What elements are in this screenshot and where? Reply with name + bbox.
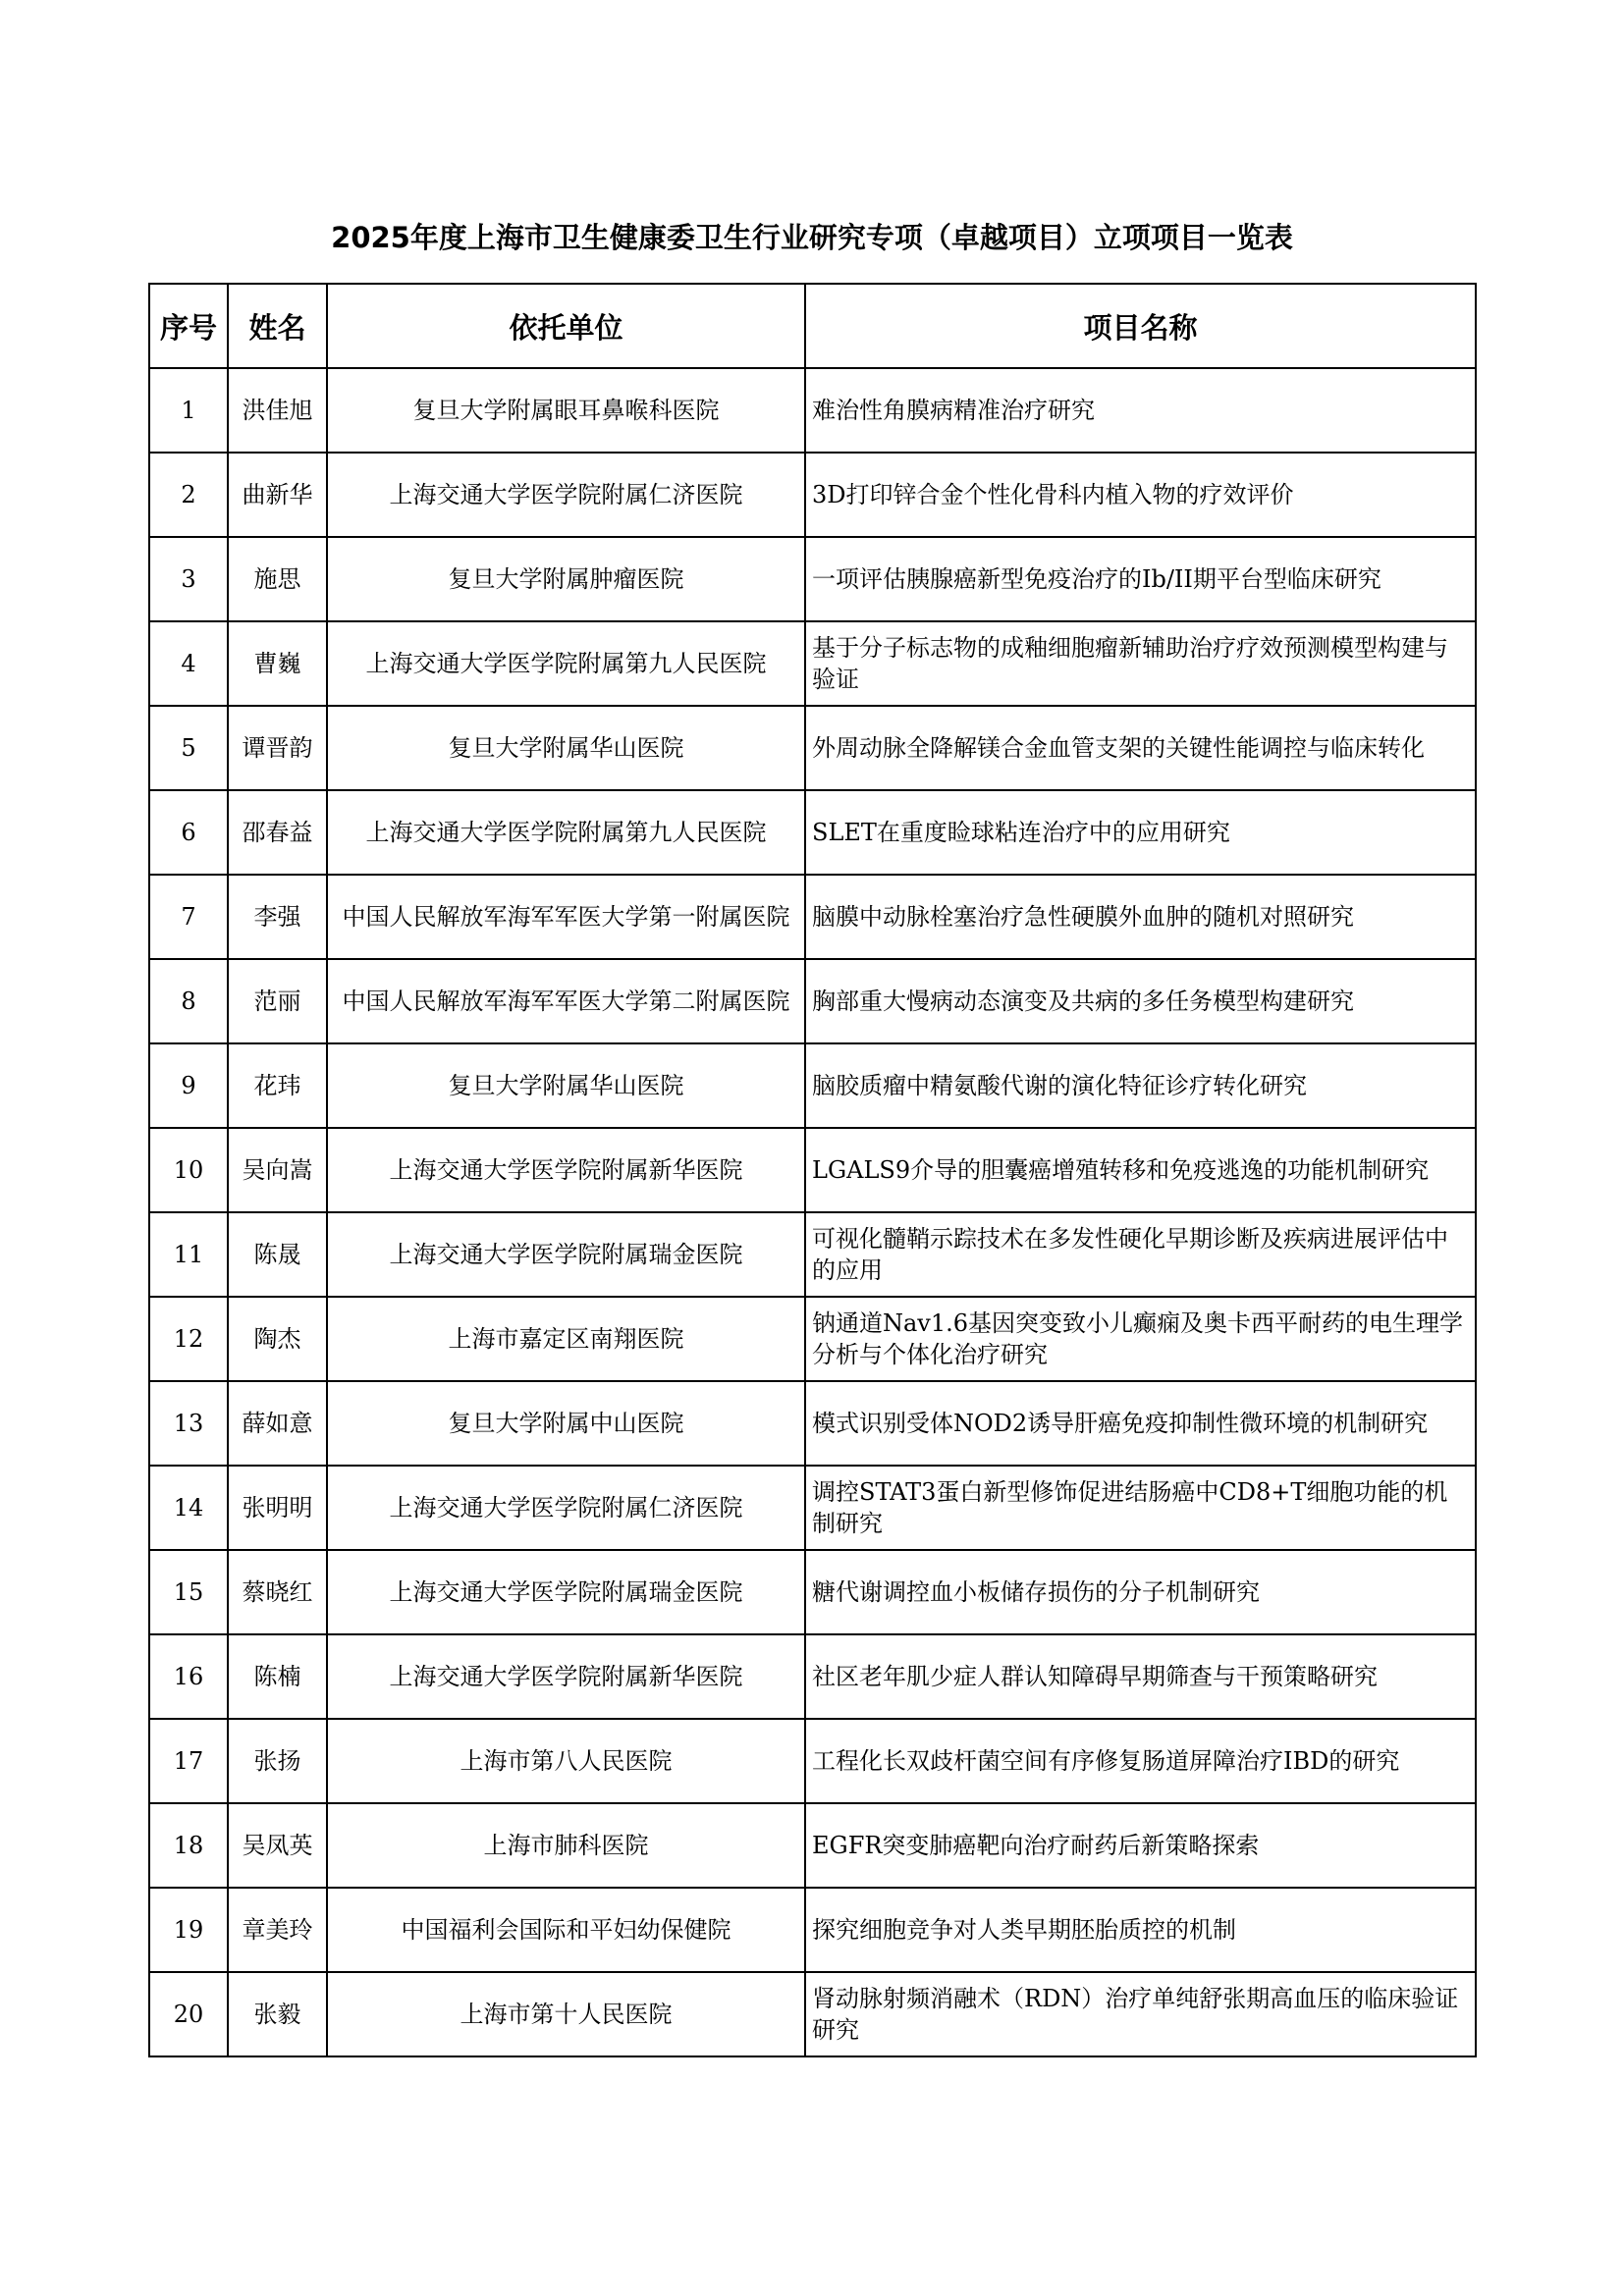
cell-seq-text: 6	[181, 819, 196, 846]
cell-unit	[327, 959, 805, 1043]
cell-name-text: 邵春益	[242, 819, 313, 846]
cell-name-text: 曹巍	[253, 650, 301, 677]
cell-project	[805, 1466, 1476, 1550]
cell-unit	[327, 1972, 805, 2056]
cell-seq-text: 9	[181, 1072, 196, 1099]
table-row	[149, 1381, 1476, 1466]
cell-unit	[327, 875, 805, 959]
cell-project-text: 肾动脉射频消融术（RDN）治疗单纯舒张期高血压的临床验证研究	[812, 1985, 1459, 2044]
cell-unit	[327, 1719, 805, 1803]
table-row	[149, 1043, 1476, 1128]
cell-unit-text: 上海交通大学医学院附属瑞金医院	[389, 1578, 743, 1606]
cell-unit-text: 上海交通大学医学院附属仁济医院	[389, 481, 743, 508]
header-seq: 序号	[149, 284, 228, 368]
cell-unit-text: 复旦大学附属中山医院	[448, 1410, 684, 1437]
cell-name-text: 张明明	[242, 1494, 313, 1522]
cell-name	[228, 1297, 327, 1381]
cell-unit	[327, 1888, 805, 1972]
cell-project	[805, 959, 1476, 1043]
cell-unit-text: 上海交通大学医学院附属第九人民医院	[365, 819, 767, 846]
cell-name-text: 章美玲	[242, 1916, 313, 1944]
cell-unit	[327, 537, 805, 621]
table-row	[149, 621, 1476, 706]
cell-unit	[327, 1128, 805, 1212]
cell-name-text: 薛如意	[242, 1410, 313, 1437]
table-row	[149, 1719, 1476, 1803]
cell-name-text: 张毅	[253, 2001, 301, 2028]
cell-seq-text: 14	[173, 1494, 204, 1522]
cell-project-text: SLET在重度睑球粘连治疗中的应用研究	[812, 819, 1230, 846]
cell-seq-text: 17	[173, 1747, 204, 1775]
cell-project	[805, 706, 1476, 790]
cell-unit-text: 中国福利会国际和平妇幼保健院	[401, 1916, 731, 1944]
cell-name	[228, 453, 327, 537]
cell-name	[228, 1381, 327, 1466]
table-row	[149, 790, 1476, 875]
table-body	[149, 368, 1476, 2056]
cell-unit-text: 中国人民解放军海军军医大学第一附属医院	[342, 903, 790, 931]
cell-name-text: 曲新华	[242, 481, 313, 508]
table-row	[149, 1212, 1476, 1297]
cell-name-text: 陶杰	[253, 1325, 301, 1353]
cell-project	[805, 1381, 1476, 1466]
cell-name	[228, 1128, 327, 1212]
cell-name-text: 陈晟	[253, 1241, 301, 1268]
cell-project-text: 工程化长双歧杆菌空间有序修复肠道屏障治疗IBD的研究	[812, 1747, 1400, 1775]
cell-name-text: 范丽	[253, 988, 301, 1015]
cell-name	[228, 537, 327, 621]
cell-unit-text: 上海交通大学医学院附属新华医院	[389, 1156, 743, 1184]
cell-project-text: 可视化髓鞘示踪技术在多发性硬化早期诊断及疾病进展评估中的应用	[812, 1225, 1448, 1284]
cell-seq	[149, 1719, 228, 1803]
cell-seq-text: 8	[181, 988, 196, 1015]
cell-seq	[149, 1043, 228, 1128]
cell-seq	[149, 537, 228, 621]
table-row	[149, 1466, 1476, 1550]
cell-name-text: 施思	[253, 565, 301, 593]
table-row	[149, 959, 1476, 1043]
cell-unit-text: 上海市肺科医院	[483, 1832, 649, 1859]
cell-unit-text: 上海市嘉定区南翔医院	[448, 1325, 684, 1353]
cell-unit	[327, 1466, 805, 1550]
cell-unit	[327, 1634, 805, 1719]
cell-seq-text: 1	[181, 397, 196, 424]
table-row	[149, 1634, 1476, 1719]
cell-name	[228, 875, 327, 959]
table-row	[149, 1888, 1476, 1972]
cell-name	[228, 621, 327, 706]
cell-seq	[149, 1128, 228, 1212]
cell-seq-text: 11	[173, 1241, 204, 1268]
cell-unit-text: 上海市第八人民医院	[460, 1747, 673, 1775]
cell-name	[228, 1550, 327, 1634]
cell-project	[805, 1888, 1476, 1972]
cell-unit	[327, 1803, 805, 1888]
table-row	[149, 368, 1476, 453]
cell-project	[805, 368, 1476, 453]
table-row	[149, 1972, 1476, 2056]
cell-unit-text: 复旦大学附属眼耳鼻喉科医院	[412, 397, 720, 424]
cell-project-text: LGALS9介导的胆囊癌增殖转移和免疫逃逸的功能机制研究	[812, 1156, 1430, 1184]
cell-seq	[149, 706, 228, 790]
header-project: 项目名称	[805, 284, 1476, 368]
cell-name	[228, 1466, 327, 1550]
table-row	[149, 875, 1476, 959]
cell-name	[228, 1212, 327, 1297]
cell-project-text: 脑膜中动脉栓塞治疗急性硬膜外血肿的随机对照研究	[812, 903, 1354, 931]
cell-project	[805, 453, 1476, 537]
cell-project-text: 难治性角膜病精准治疗研究	[812, 397, 1095, 424]
cell-unit-text: 复旦大学附属华山医院	[448, 1072, 684, 1099]
cell-project-text: 3D打印锌合金个性化骨科内植入物的疗效评价	[812, 481, 1294, 508]
cell-seq-text: 2	[181, 481, 196, 508]
cell-project-text: 社区老年肌少症人群认知障碍早期筛查与干预策略研究	[812, 1663, 1378, 1690]
table-row	[149, 1803, 1476, 1888]
cell-name	[228, 368, 327, 453]
cell-unit	[327, 453, 805, 537]
cell-name-text: 陈楠	[253, 1663, 301, 1690]
cell-project	[805, 621, 1476, 706]
cell-unit-text: 复旦大学附属华山医院	[448, 734, 684, 762]
cell-unit-text: 上海市第十人民医院	[460, 2001, 673, 2028]
cell-unit-text: 上海交通大学医学院附属第九人民医院	[365, 650, 767, 677]
cell-seq-text: 7	[181, 903, 196, 931]
cell-project-text: 外周动脉全降解镁合金血管支架的关键性能调控与临床转化	[812, 734, 1425, 762]
cell-unit-text: 上海交通大学医学院附属仁济医院	[389, 1494, 743, 1522]
cell-seq-text: 18	[173, 1832, 204, 1859]
cell-project	[805, 875, 1476, 959]
cell-project	[805, 1550, 1476, 1634]
cell-seq	[149, 875, 228, 959]
table-row	[149, 706, 1476, 790]
cell-name	[228, 1803, 327, 1888]
cell-project	[805, 790, 1476, 875]
cell-seq	[149, 1550, 228, 1634]
cell-unit	[327, 1550, 805, 1634]
cell-name-text: 谭晋韵	[242, 734, 313, 762]
cell-name-text: 李强	[253, 903, 301, 931]
cell-name	[228, 1634, 327, 1719]
cell-seq-text: 20	[173, 2001, 204, 2028]
cell-seq-text: 4	[181, 650, 196, 677]
cell-seq	[149, 1972, 228, 2056]
cell-seq-text: 5	[181, 734, 196, 762]
cell-seq	[149, 1888, 228, 1972]
cell-seq-text: 13	[173, 1410, 204, 1437]
cell-seq	[149, 790, 228, 875]
cell-seq-text: 19	[173, 1916, 204, 1944]
table-row	[149, 1297, 1476, 1381]
project-list-table	[148, 283, 1477, 2057]
cell-unit	[327, 1212, 805, 1297]
cell-seq-text: 3	[181, 565, 196, 593]
cell-seq	[149, 621, 228, 706]
table-row	[149, 537, 1476, 621]
page-title: 2025年度上海市卫生健康委卫生行业研究专项（卓越项目）立项项目一览表	[331, 221, 1293, 254]
cell-project	[805, 537, 1476, 621]
cell-name	[228, 1888, 327, 1972]
header-name: 姓名	[228, 284, 327, 368]
cell-unit-text: 中国人民解放军海军军医大学第二附属医院	[342, 988, 790, 1015]
cell-name	[228, 1043, 327, 1128]
cell-project-text: 模式识别受体NOD2诱导肝癌免疫抑制性微环境的机制研究	[812, 1410, 1429, 1437]
cell-project-text: EGFR突变肺癌靶向治疗耐药后新策略探索	[812, 1832, 1260, 1859]
cell-unit	[327, 790, 805, 875]
cell-unit	[327, 1297, 805, 1381]
cell-project	[805, 1719, 1476, 1803]
cell-name	[228, 790, 327, 875]
cell-project	[805, 1972, 1476, 2056]
cell-seq	[149, 1803, 228, 1888]
cell-project	[805, 1634, 1476, 1719]
cell-unit-text: 复旦大学附属肿瘤医院	[448, 565, 684, 593]
cell-project	[805, 1803, 1476, 1888]
cell-unit	[327, 1381, 805, 1466]
cell-name-text: 吴凤英	[242, 1832, 313, 1859]
cell-project	[805, 1043, 1476, 1128]
cell-project-text: 一项评估胰腺癌新型免疫治疗的Ib/II期平台型临床研究	[812, 565, 1381, 593]
table-row	[149, 1128, 1476, 1212]
cell-seq	[149, 453, 228, 537]
cell-seq	[149, 368, 228, 453]
cell-project-text: 钠通道Nav1.6基因突变致小儿癫痫及奥卡西平耐药的电生理学分析与个体化治疗研究	[812, 1309, 1464, 1368]
cell-project-text: 基于分子标志物的成釉细胞瘤新辅助治疗疗效预测模型构建与验证	[812, 634, 1448, 693]
cell-name-text: 花玮	[253, 1072, 301, 1099]
cell-seq	[149, 959, 228, 1043]
table-row	[149, 453, 1476, 537]
cell-project	[805, 1128, 1476, 1212]
cell-name-text: 洪佳旭	[242, 397, 313, 424]
cell-name	[228, 1972, 327, 2056]
header-unit: 依托单位	[327, 284, 805, 368]
cell-project	[805, 1212, 1476, 1297]
cell-project-text: 探究细胞竞争对人类早期胚胎质控的机制	[812, 1916, 1236, 1944]
cell-seq-text: 16	[173, 1663, 204, 1690]
cell-seq-text: 12	[173, 1325, 204, 1353]
cell-seq	[149, 1212, 228, 1297]
table-row	[149, 1550, 1476, 1634]
cell-seq	[149, 1634, 228, 1719]
cell-project	[805, 1297, 1476, 1381]
cell-seq-text: 15	[173, 1578, 204, 1606]
cell-name	[228, 706, 327, 790]
cell-name	[228, 1719, 327, 1803]
cell-seq-text: 10	[173, 1156, 204, 1184]
cell-project-text: 调控STAT3蛋白新型修饰促进结肠癌中CD8+T细胞功能的机制研究	[812, 1478, 1448, 1537]
cell-project-text: 胸部重大慢病动态演变及共病的多任务模型构建研究	[812, 988, 1354, 1015]
cell-name-text: 蔡晓红	[242, 1578, 313, 1606]
cell-unit-text: 上海交通大学医学院附属新华医院	[389, 1663, 743, 1690]
cell-seq	[149, 1381, 228, 1466]
cell-project-text: 糖代谢调控血小板储存损伤的分子机制研究	[812, 1578, 1260, 1606]
cell-name-text: 吴向嵩	[242, 1156, 313, 1184]
table-header-row	[149, 284, 1476, 368]
cell-unit-text: 上海交通大学医学院附属瑞金医院	[389, 1241, 743, 1268]
cell-seq	[149, 1297, 228, 1381]
cell-unit	[327, 621, 805, 706]
cell-name	[228, 959, 327, 1043]
cell-seq	[149, 1466, 228, 1550]
cell-unit	[327, 706, 805, 790]
cell-unit	[327, 368, 805, 453]
cell-name-text: 张扬	[253, 1747, 301, 1775]
cell-project-text: 脑胶质瘤中精氨酸代谢的演化特征诊疗转化研究	[812, 1072, 1307, 1099]
cell-unit	[327, 1043, 805, 1128]
